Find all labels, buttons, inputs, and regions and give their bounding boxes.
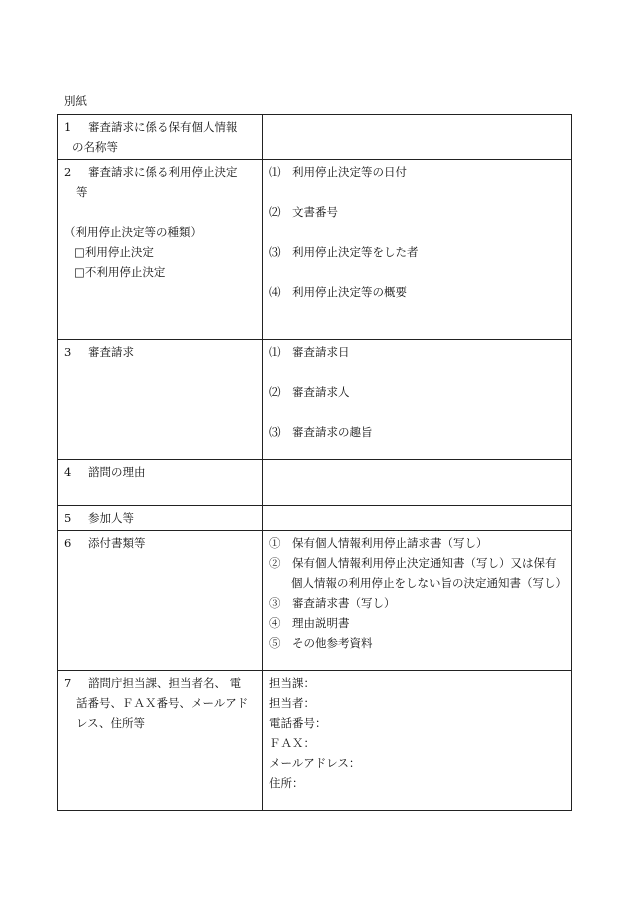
row-number: 5 (64, 511, 72, 525)
contact-field-fax[interactable]: ＦＡＸ： (269, 736, 315, 750)
attachment-item: ③ 審査請求書（写し） (269, 596, 396, 610)
attachment-item: ① 保有個人情報利用停止請求書（写し） (269, 536, 488, 550)
row-title-cont: 話番号、ＦＡＸ番号、メールアド (76, 696, 249, 710)
row-4 (58, 460, 572, 506)
attachment-item: ⑤ その他参考資料 (269, 636, 373, 650)
contact-field-phone[interactable]: 電話番号： (269, 716, 327, 730)
option-no-use-stop[interactable]: □不利用停止決定 (74, 265, 166, 279)
row-number: 3 (64, 345, 72, 359)
contact-field-department[interactable]: 担当課： (269, 676, 315, 690)
row-2 (58, 160, 572, 340)
row-1-label (58, 115, 263, 160)
page-label: 別紙 (64, 94, 87, 108)
row-number: 1 (64, 120, 72, 134)
row-number: 6 (64, 536, 72, 550)
detail-item: ⑵ 文書番号 (269, 205, 338, 219)
row-1 (58, 115, 572, 160)
contact-field-address[interactable]: 住所： (269, 776, 304, 790)
row-title: 添付書類等 (88, 536, 146, 550)
row-title-cont: レス、住所等 (76, 716, 145, 730)
row-title: 審査請求 (88, 345, 134, 359)
row-3-label (58, 340, 263, 460)
contact-field-person[interactable]: 担当者： (269, 696, 315, 710)
detail-item: ⑴ 審査請求日 (269, 345, 350, 359)
row-5-label (58, 506, 263, 531)
row-title-cont: 等 (76, 185, 88, 199)
attachment-item: ② 保有個人情報利用停止決定通知書（写し）又は保有個人情報の利用停止をしない旨の決定通知書（写し） (269, 556, 567, 590)
detail-item: ⑶ 審査請求の趣旨 (269, 425, 373, 439)
row-number: 7 (64, 676, 72, 690)
row-title-cont: の名称等 (72, 140, 118, 154)
row-5 (58, 506, 572, 531)
row-title: 審査請求に係る利用停止決定 (88, 165, 238, 179)
row-title: 審査請求に係る保有個人情報 (88, 120, 238, 134)
submission-form-table (57, 114, 572, 811)
detail-item: ⑴ 利用停止決定等の日付 (269, 165, 407, 179)
row-2-label (58, 160, 263, 340)
option-use-stop[interactable]: □利用停止決定 (74, 245, 154, 259)
attachment-item: ④ 理由説明書 (269, 616, 350, 630)
row-7 (58, 671, 572, 811)
row-3-value (263, 340, 572, 460)
detail-item: ⑶ 利用停止決定等をした者 (269, 245, 419, 259)
row-number: 2 (64, 165, 72, 179)
detail-item: ⑵ 審査請求人 (269, 385, 350, 399)
row-5-value[interactable] (263, 506, 572, 531)
row-6 (58, 531, 572, 671)
row-1-value[interactable] (263, 115, 572, 160)
row-2-value (263, 160, 572, 340)
contact-field-email[interactable]: メールアドレス： (269, 756, 361, 770)
row-4-value[interactable] (263, 460, 572, 506)
row-7-value (263, 671, 572, 811)
row-title: 諮問の理由 (88, 465, 146, 479)
row-title: 諮問庁担当課、担当者名、 電 (88, 676, 242, 690)
row-6-label (58, 531, 263, 671)
detail-item: ⑷ 利用停止決定等の概要 (269, 285, 407, 299)
row-6-value (263, 531, 572, 671)
row-7-label (58, 671, 263, 811)
kind-heading: （利用停止決定等の種類） (64, 225, 202, 239)
row-title: 参加人等 (88, 511, 134, 525)
row-4-label (58, 460, 263, 506)
row-3 (58, 340, 572, 460)
row-number: 4 (64, 465, 72, 479)
